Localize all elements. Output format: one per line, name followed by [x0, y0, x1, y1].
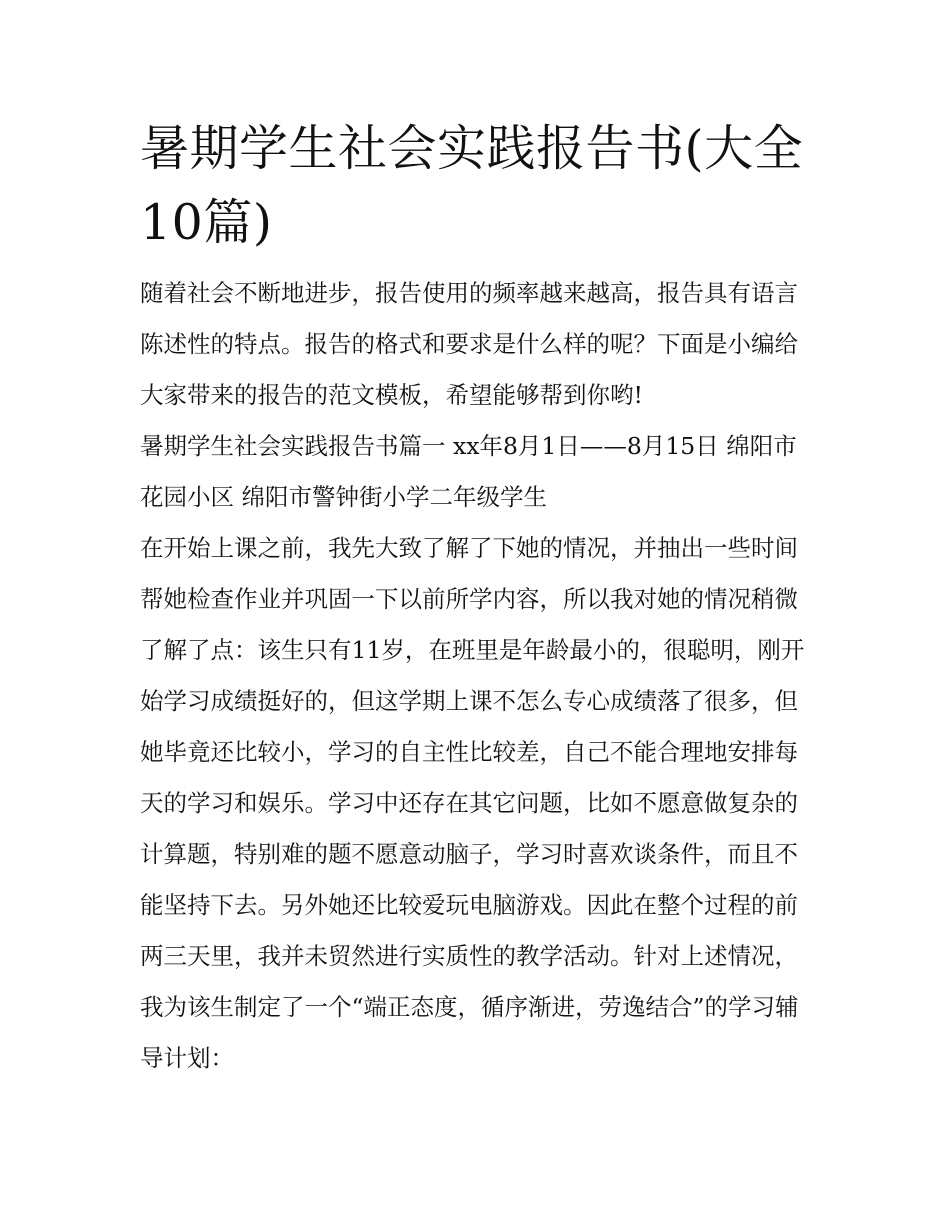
document-body — [140, 268, 812, 1084]
section-heading-paragraph: 暑期学生社会实践报告书篇一 xx年8月1日——8月15日 绵阳市花园小区 绵阳市警钟街小学二年级学生 — [140, 432, 797, 511]
document-title: 暑期学生社会实践报告书(大全10篇) — [140, 120, 804, 251]
intro-paragraph: 随着社会不断地进步，报告使用的频率越来越高，报告具有语言陈述性的特点。报告的格式和要求是什么样的呢？下面是小编给大家带来的报告的范文模板，希望能够帮到你哟! — [140, 279, 798, 409]
document-content — [140, 112, 812, 1084]
body-paragraph: 在开始上课之前，我先大致了解了下她的情况，并抽出一些时间帮她检查作业并巩固一下以前所学内容，所以我对她的情况稍微了解了点：该生只有11岁，在班里是年龄最小的，很聪明，刚开始学习成绩挺好的，但这学期上课不怎么专心成绩落了很多，但她毕竟还比较小，学习的自主性比较差，自己不能合理地安排每天的学习和娱乐。学习中还存在其它问题，比如不愿意做复杂的计算题，特别难的题不愿意动脑子，学习时喜欢谈条件，而且不能坚持下去。另外她还比较爱玩电脑游戏。因此在整个过程的前两三天里，我并未贸然进行实质性的教学活动。针对上述情况，我为该生制定了一个“端正态度，循序渐进，劳逸结合”的学习辅导计划： — [140, 534, 805, 1072]
